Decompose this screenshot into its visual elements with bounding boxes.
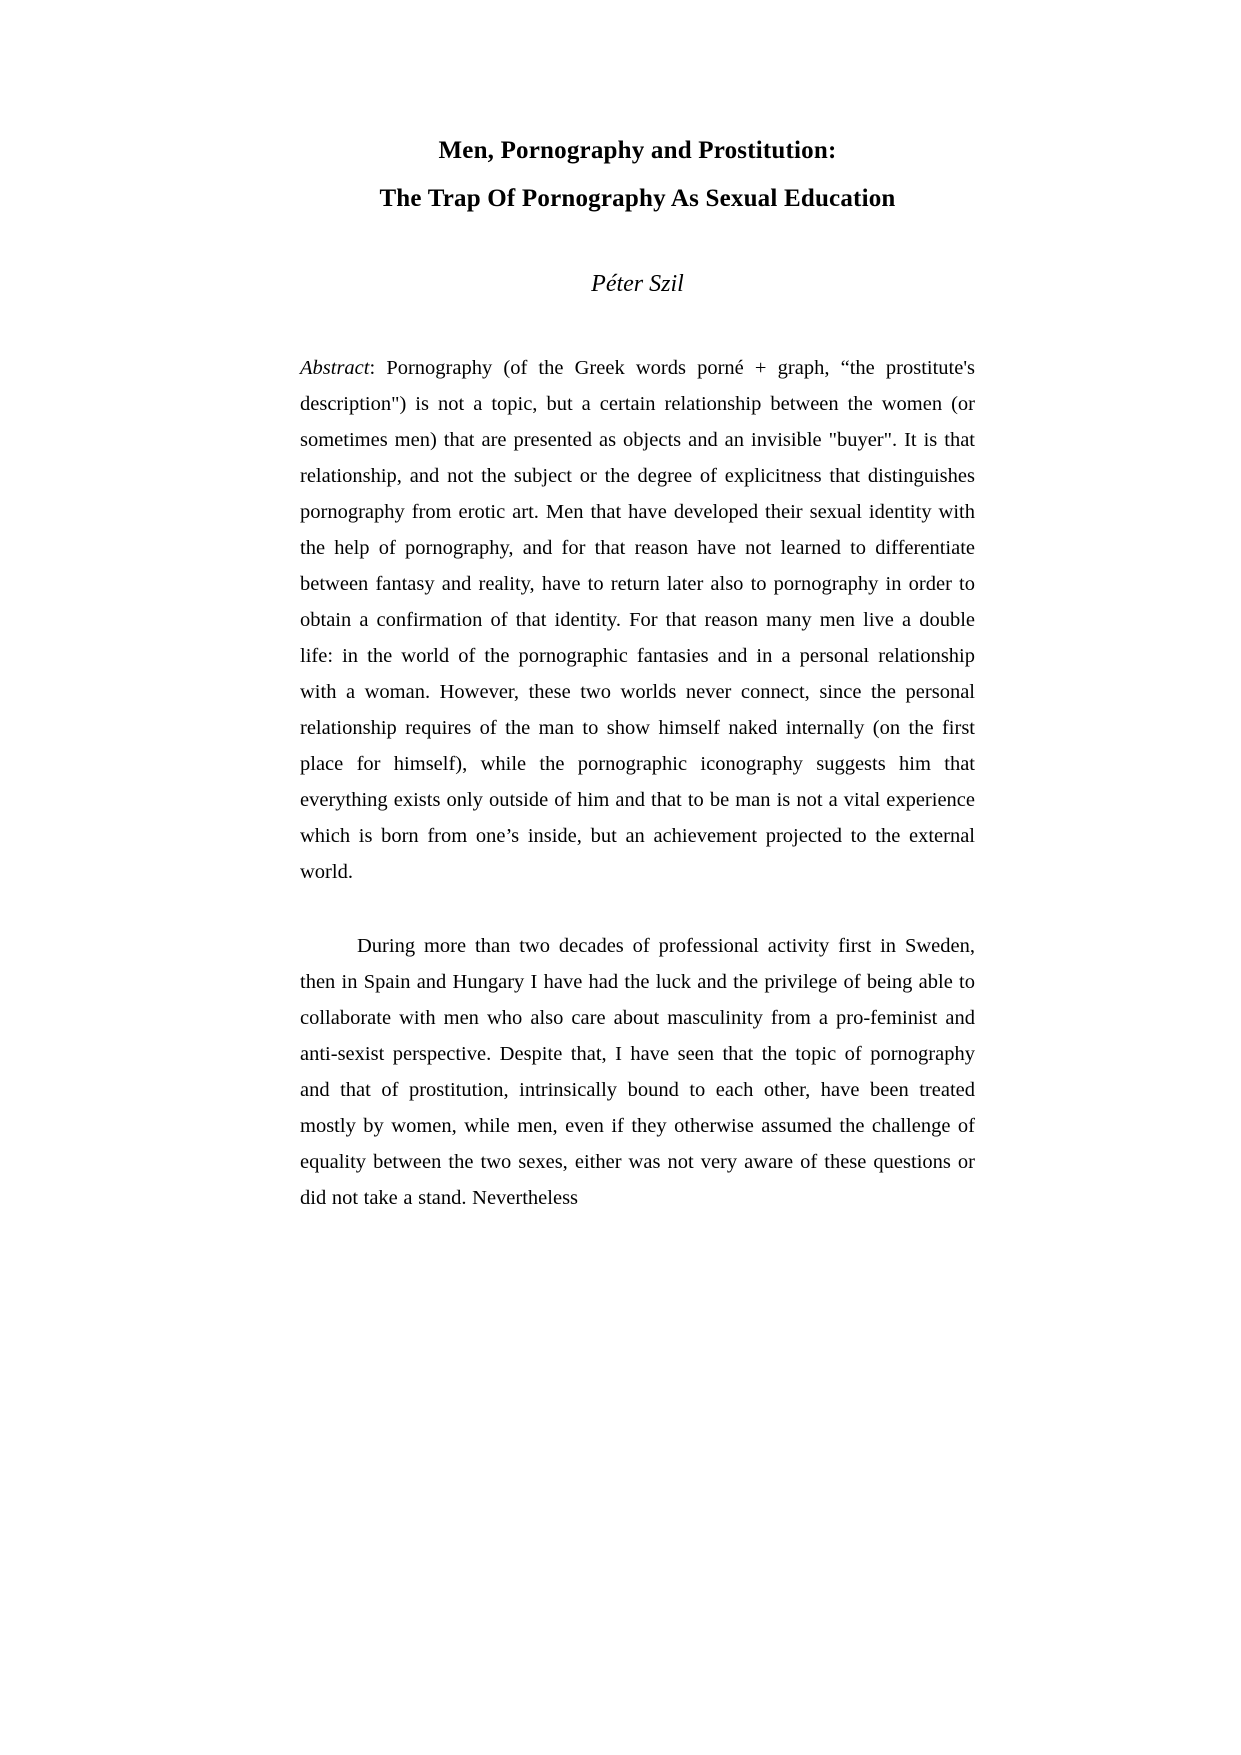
- paper-title-line1: Men, Pornography and Prostitution:: [438, 137, 837, 164]
- abstract-paragraph: [300, 350, 975, 890]
- paper-title: [300, 127, 975, 223]
- text-column: [300, 0, 975, 1216]
- abstract-text: : Pornography (of the Greek words porné + graph, “the prostitute's description") is not a topic, but a certain relationship between the women (or sometimes men) that are presented as objects and an invisible "buyer". It is that relationship, and not the subject or the degree of explicitness that distinguishes pornography from erotic art. Men that have developed their sexual identity with the help of pornography, and for that reason have not learned to differentiate between fantasy and reality, have to return later also to pornography in order to obtain a confirmation of that identity. For that reason many men live a double life: in the world of the pornographic fantasies and in a personal relationship with a woman. However, these two worlds never connect, since the personal relationship requires of the man to show himself naked internally (on the first place for himself), while the pornographic iconography suggests him that everything exists only outside of him and that to be man is not a vital experience which is born from one’s inside, but an achievement projected to the external world.: [300, 357, 975, 883]
- body-paragraph: During more than two decades of professional activity first in Sweden, then in Spain and Hungary I have had the luck and the privilege of being able to collaborate with men who also care about masculinity from a pro-feminist and anti-sexist perspective. Despite that, I have seen that the topic of pornography and that of prostitution, intrinsically bound to each other, have been treated mostly by women, while men, even if they otherwise assumed the challenge of equality between the two sexes, either was not very aware of these questions or did not take a stand. Nevertheless: [300, 935, 975, 1209]
- abstract-label: Abstract: [300, 357, 370, 379]
- author-name: Péter Szil: [591, 271, 684, 297]
- paper-title-line2: The Trap Of Pornography As Sexual Education: [379, 185, 896, 212]
